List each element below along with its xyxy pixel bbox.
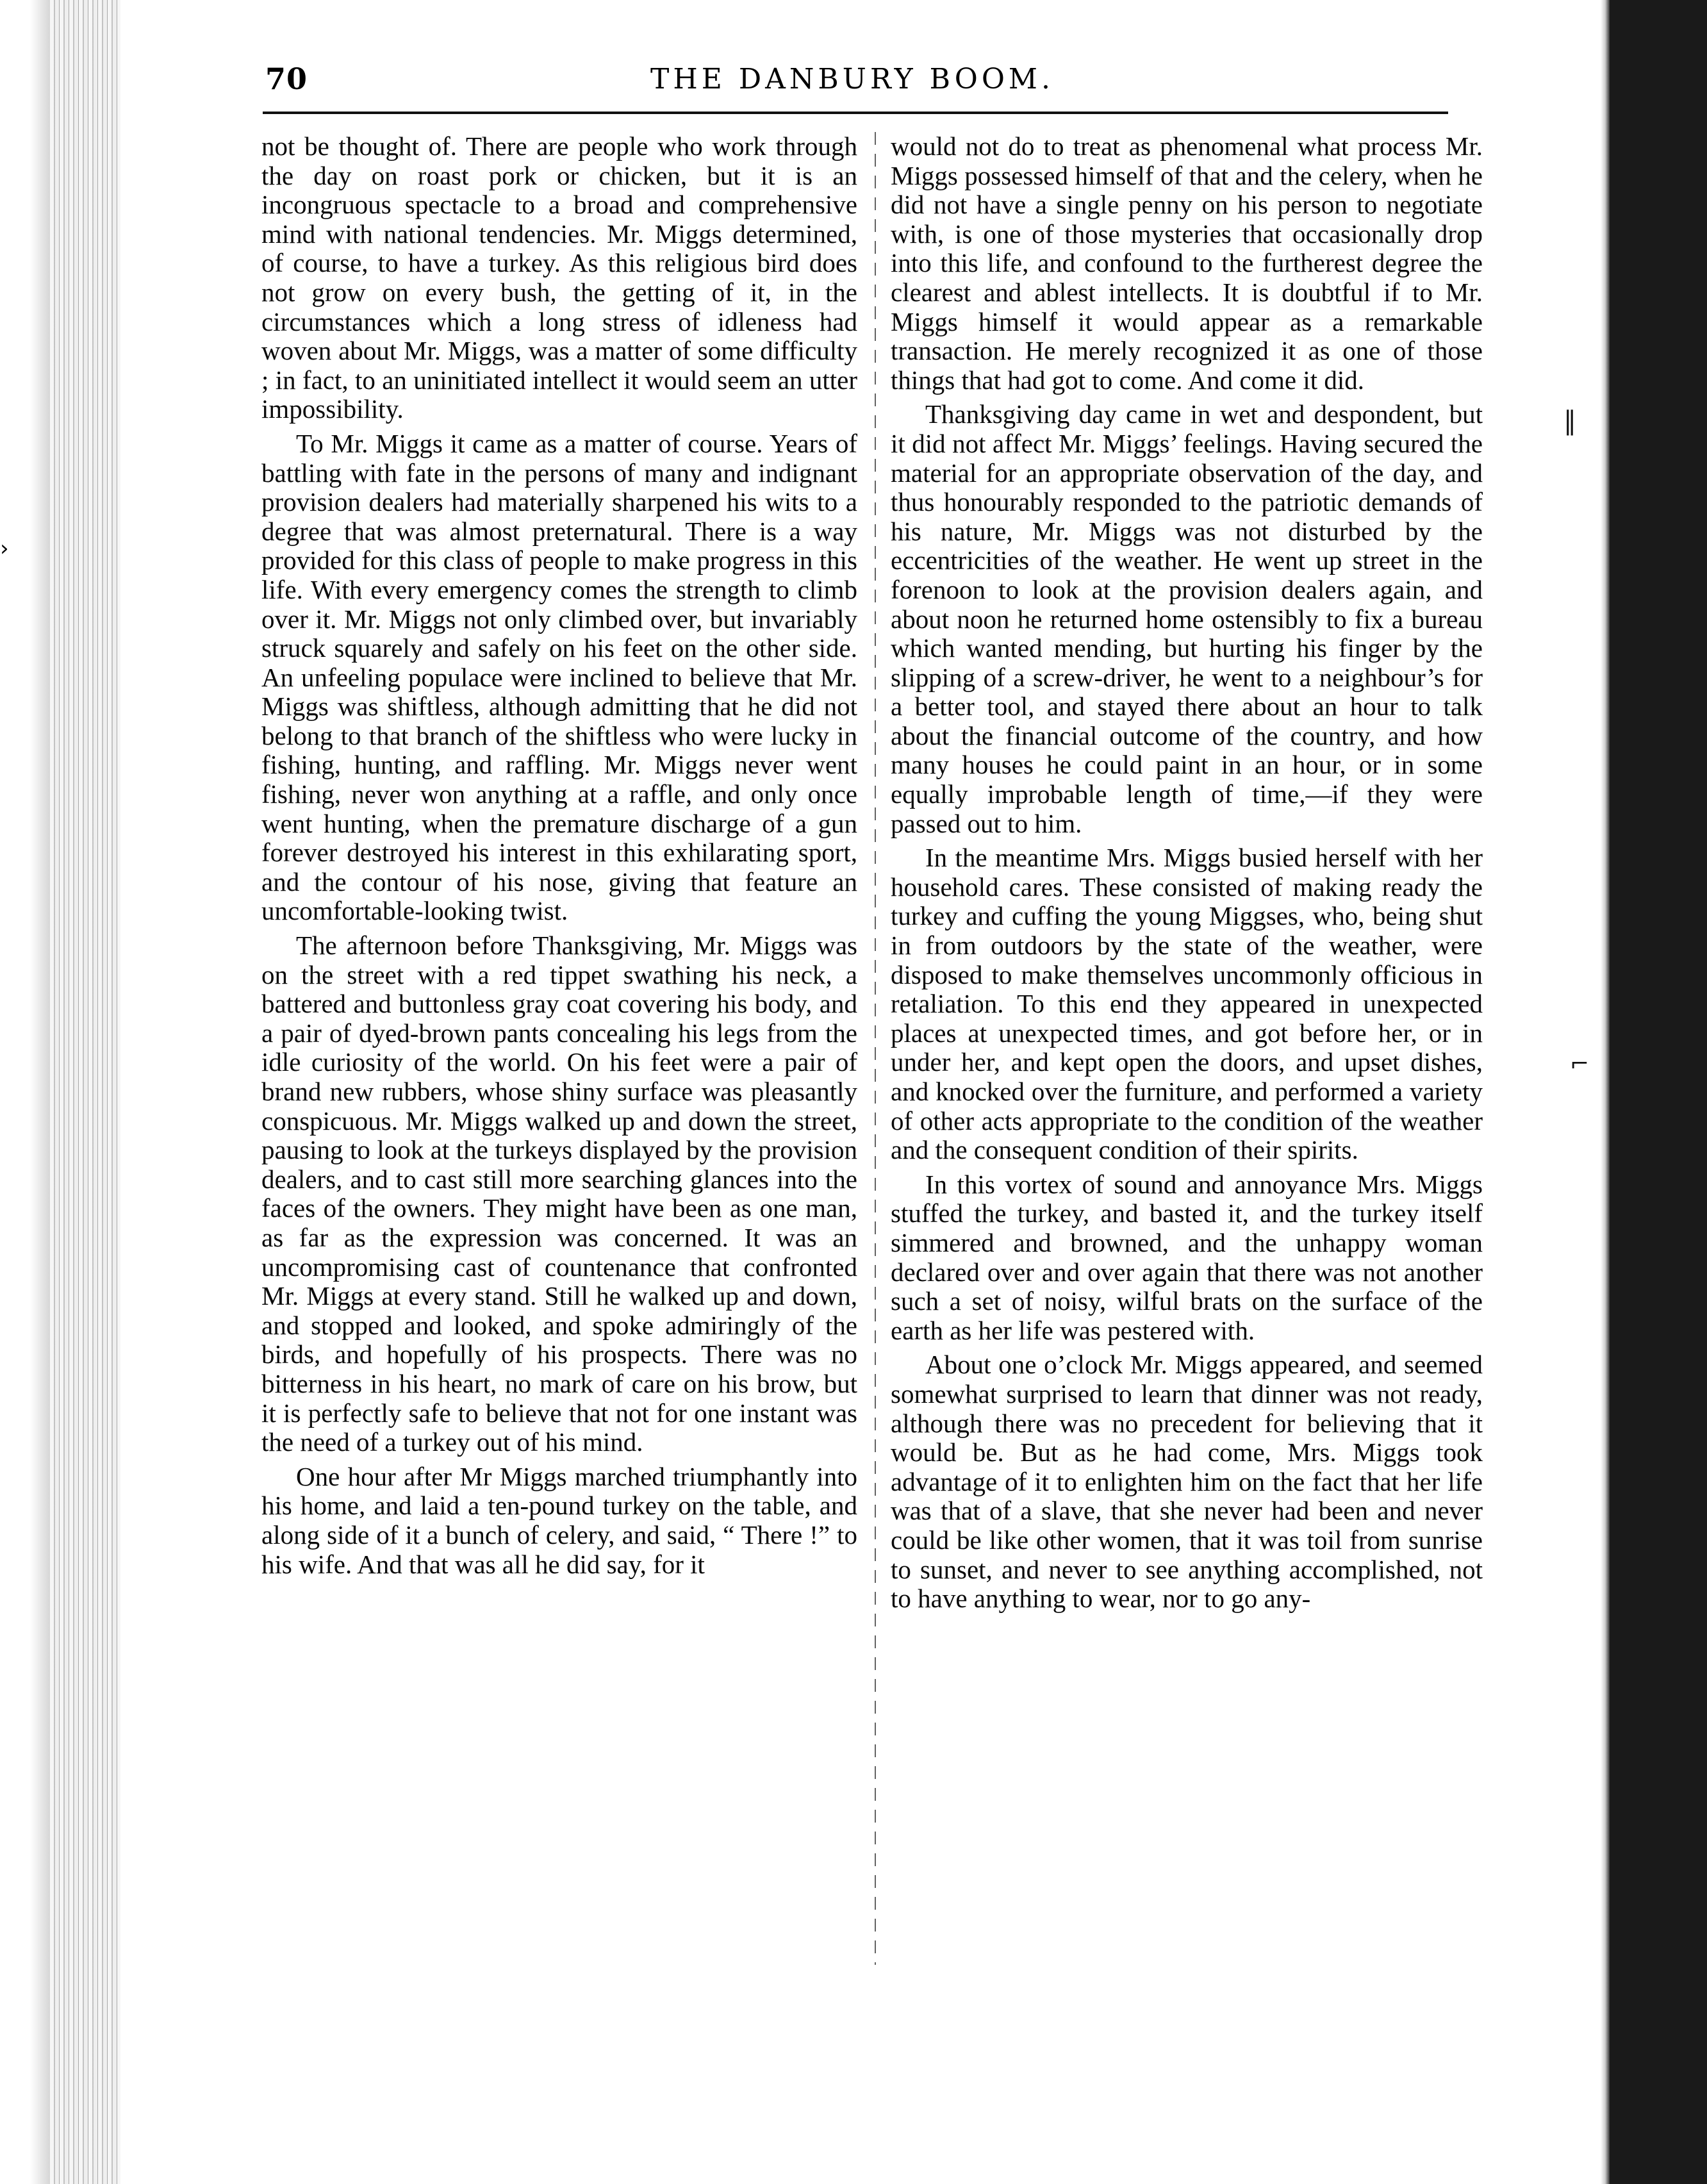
paragraph: To Mr. Miggs it came as a matter of course. Years of battling with fate in the persons of many and indignant provision dealers had materially sharpened his wits to a degree that was almost preternatural. There is a way provided for this class of people to make progress in this life. With every emergency comes the strength to climb over it. Mr. Miggs not only climbed over, but invariably struck squarely and safely on his feet on the other side. An unfeeling populace were inclined to believe that Mr. Miggs was shiftless, although admitting that he did not belong to that branch of the shiftless who were lucky in fishing, hunting, and raffling. Mr. Miggs never went fishing, never won anything at a raffle, and only once went hunting, when the premature discharge of a gun forever destroyed his interest in this exhilarating sport, and the contour of his nose, giving that feature an uncomfortable-looking twist.: [261, 428, 857, 926]
header-rule: [263, 112, 1448, 114]
page-gutter-shadow: [0, 0, 50, 2184]
left-column: [261, 132, 857, 1584]
paragraph: would not do to treat as phenomenal what process Mr. Miggs possessed himself of that and the celery, when he did not have a single penny on his person to negotiate with, is one of those mysteries that occasionally drop into this life, and confound to the furtherest degree the clearest and ablest intellects. It is doubtful if to Mr. Miggs himself it would appear as a remarkable transaction. He merely recognized it as one of those things that had got to come. And come it did.: [891, 131, 1483, 395]
margin-tick-icon: ⌐: [1570, 1051, 1590, 1077]
running-title: THE DANBURY BOOM.: [650, 63, 1054, 95]
book-binding: [50, 0, 120, 2184]
paragraph: The afternoon before Thanksgiving, Mr. Miggs was on the street with a red tippet swathing his neck, a battered and buttonless gray coat covering his body, and a pair of dyed-brown pants concealing his legs from the idle curiosity of the world. On his feet were a pair of brand new rubbers, whose shiny surface was pleasantly conspicuous. Mr. Miggs walked up and down the street, pausing to look at the turkeys displayed by the provision dealers, and to cast still more searching glances into the faces of the owners. They might have been as one man, as far as the expression was concerned. It was an uncompromising cast of countenance that confronted Mr. Miggs at every stand. Still he walked up and down, and stopped and looked, and spoke admiringly of the birds, and hopefully of his prospects. There was no bitterness in his heart, no mark of care on his brow, but it is perfectly safe to believe that not for one instant was the need of a turkey out of his mind.: [261, 931, 857, 1457]
page-number: 70: [265, 62, 308, 96]
right-column: [891, 132, 1483, 1619]
paragraph: In this vortex of sound and annoyance Mrs. Miggs stuffed the turkey, and basted it, and the turkey itself simmered and browned, and the unhappy woman declared over and over again that there was not another such a set of noisy, wilful brats on the surface of the earth as her life was pestered with.: [891, 1169, 1483, 1345]
page-edge-shadow: [1601, 0, 1610, 2184]
paragraph: Thanksgiving day came in wet and despondent, but it did not affect Mr. Miggs’ feelings. Having secured the material for an appropriate observation of the day, and thus honourably responded to the patriotic demands of his nature, Mr. Miggs was not disturbed by the eccentricities of the weather. He went up street in the forenoon to look at the provision dealers again, and about noon he returned home ostensibly to fix a bureau which wanted mending, but hurting his finger by the slipping of a screw-driver, he went to a neighbour’s for a better tool, and stayed there about an hour to talk about the financial outcome of the country, and how many houses he could paint in an hour, or in some equally improbable length of time,—if they were passed out to him.: [891, 399, 1483, 838]
page-header: [263, 62, 1442, 106]
paragraph: About one o’clock Mr. Miggs appeared, and seemed somewhat surprised to learn that dinner was not ready, although there was no precedent for believing that it would be. But as he had come, Mrs. Miggs took advantage of it to enlighten him on the fact that her life was that of a slave, that she never had been and never could be like other women, that it was toil from sunrise to sunset, and never to see anything accomplished, not to have anything to wear, nor to go any-: [891, 1350, 1483, 1614]
scan-border: [1610, 0, 1707, 2184]
paragraph: In the meantime Mrs. Miggs busied herself with her household cares. These consisted of making ready the turkey and cuffing the young Miggses, who, being shut in from outdoors by the state of the weather, were disposed to make themselves uncommonly officious in retaliation. To this end they appeared in unexpected places at unexpected times, and got before her, or in under her, and kept open the doors, and upset dishes, and knocked over the furniture, and performed a variety of other acts appropriate to the condition of the weather and the consequent condition of their spirits.: [891, 843, 1483, 1165]
scan-margin-mark-icon: ›: [0, 536, 9, 561]
paragraph: One hour after Mr Miggs marched triumphantly into his home, and laid a ten-pound turkey on the table, and along side of it a bunch of celery, and said, “ There !” to his wife. And that was all he did say, for it: [261, 1461, 857, 1579]
column-divider: [875, 132, 876, 1965]
paragraph: not be thought of. There are people who work through the day on roast pork or chicken, but it is an incongruous spectacle to a broad and comprehensive mind with national tendencies. Mr. Miggs determined, of course, to have a turkey. As this religious bird does not grow on every bush, the getting of it, in the circumstances which a long stress of idleness had woven about Mr. Miggs, was a matter of some difficulty ; in fact, to an uninitiated intellect it would seem an utter impossibility.: [261, 131, 857, 424]
margin-smudge-icon: ‖: [1563, 406, 1576, 436]
